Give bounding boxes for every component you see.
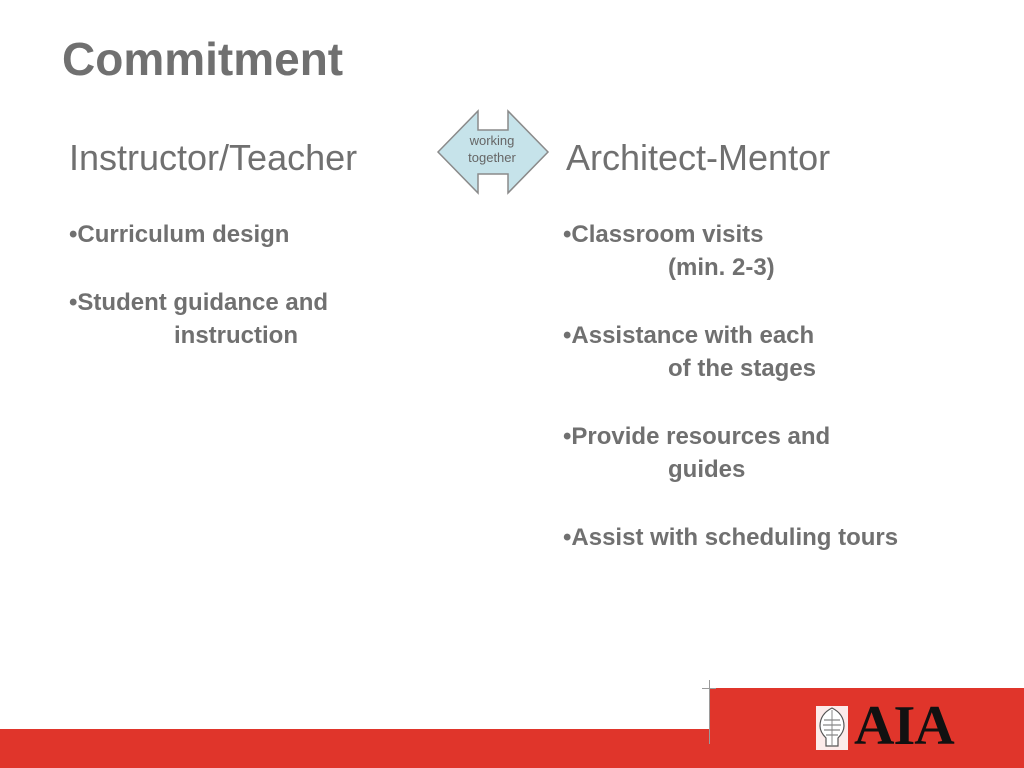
connector-label-line2: together [468,150,516,165]
left-bullet-list [69,218,328,387]
bullet-text: •Student guidance and [69,289,329,316]
connector-label [436,132,548,166]
bullet-text: •Assist with scheduling tours [563,524,899,551]
logo-text: AIA [854,695,954,757]
bullet-text: •Classroom visits [563,221,764,248]
list-item [563,521,898,554]
working-together-connector [436,108,556,198]
bullet-text: •Assistance with each [563,322,815,349]
bullet-continuation: guides [668,456,746,483]
bullet-continuation: of the stages [668,355,817,382]
bullet-continuation: (min. 2-3) [668,254,775,281]
list-item [563,420,898,486]
bullet-text: •Provide resources and [563,423,831,450]
right-column-heading: Architect-Mentor [566,137,831,178]
list-item [69,286,328,352]
right-bullet-list [563,218,898,589]
bullet-continuation: instruction [174,322,298,349]
eagle-emblem-icon [812,702,852,752]
list-item [69,218,328,251]
left-column-heading: Instructor/Teacher [69,137,358,178]
bullet-text: •Curriculum design [69,221,290,248]
footer-tick [702,688,716,689]
slide-title: Commitment [62,33,344,85]
list-item [563,319,898,385]
connector-label-line1: working [469,133,515,148]
aia-logo [812,695,962,758]
footer-divider [709,680,710,744]
list-item [563,218,898,284]
